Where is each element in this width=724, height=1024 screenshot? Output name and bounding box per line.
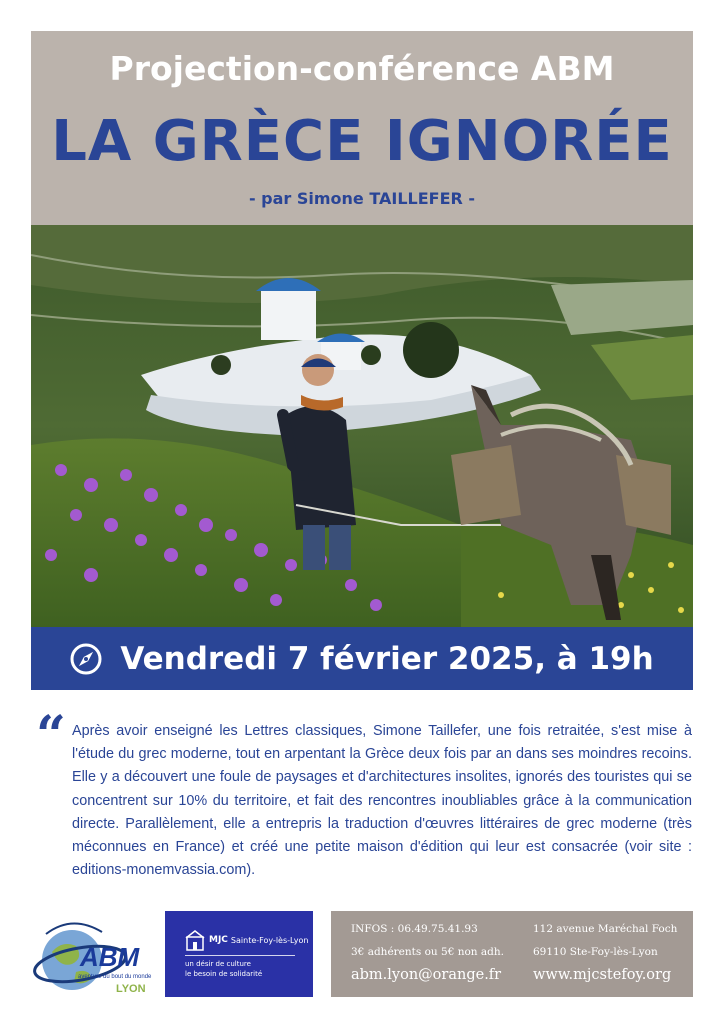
quote-icon: “ bbox=[36, 705, 66, 766]
mjc-place: Sainte-Foy-lès-Lyon bbox=[230, 935, 309, 945]
info-price: 3€ adhérents ou 5€ non adh. bbox=[351, 946, 504, 958]
mjc-tagline-1: un désir de culture bbox=[185, 960, 251, 968]
event-subtitle: Projection-conférence ABM bbox=[109, 49, 615, 88]
abm-logo-name: ABM bbox=[80, 942, 140, 972]
info-address-line-1: 112 avenue Maréchal Foch bbox=[533, 923, 678, 935]
mjc-tagline-2: le besoin de solidarité bbox=[185, 970, 263, 978]
landscape-illustration bbox=[31, 225, 693, 627]
event-date-banner bbox=[31, 627, 693, 690]
mjc-name: MJC bbox=[209, 935, 228, 945]
mjc-logo-panel bbox=[165, 911, 313, 997]
event-description: Après avoir enseigné les Lettres classiques, Simone Taillefer, une fois retraitée, s'est mise à l'étude du grec moderne, tout en arpentant la Grèce deux fois par an dans ses moindres recoins. Elle y a découvert une foule de paysages et d'architectures insolites, ignorés des touristes qui se concentrent sur 10% du territoire, et fait des rencontres inoubliables grâce à la communication directe. Parallèlement, elle a entrepris la traduction d'œuvres littéraires de grec moderne (très méconnues en France) et créé une petite maison d'édition qui leur est consacrée (voir site : editions-monemvassia.com). bbox=[72, 723, 692, 879]
mjc-logo bbox=[185, 929, 308, 951]
globe-logo-icon bbox=[32, 912, 156, 1004]
header-panel bbox=[31, 31, 693, 225]
info-email[interactable]: abm.lyon@orange.fr bbox=[351, 967, 502, 983]
compass-icon bbox=[70, 643, 102, 675]
mjc-building-icon bbox=[185, 929, 205, 951]
photo-greek-island-landscape bbox=[31, 225, 693, 627]
abm-logo-tagline: aventure du bout du monde bbox=[78, 974, 152, 980]
mjc-divider bbox=[185, 955, 295, 956]
info-phone: INFOS : 06.49.75.41.93 bbox=[351, 923, 478, 935]
info-panel bbox=[331, 911, 693, 997]
poster-title: LA GRÈCE IGNORÉE bbox=[51, 109, 673, 174]
info-address-line-2: 69110 Ste-Foy-lès-Lyon bbox=[533, 946, 658, 958]
speaker-byline: - par Simone TAILLEFER - bbox=[248, 189, 476, 208]
event-date: Vendredi 7 février 2025, à 19h bbox=[120, 640, 654, 677]
abm-logo bbox=[32, 912, 156, 1004]
info-website[interactable]: www.mjcstefoy.org bbox=[533, 967, 672, 983]
abm-logo-city: LYON bbox=[116, 983, 146, 995]
